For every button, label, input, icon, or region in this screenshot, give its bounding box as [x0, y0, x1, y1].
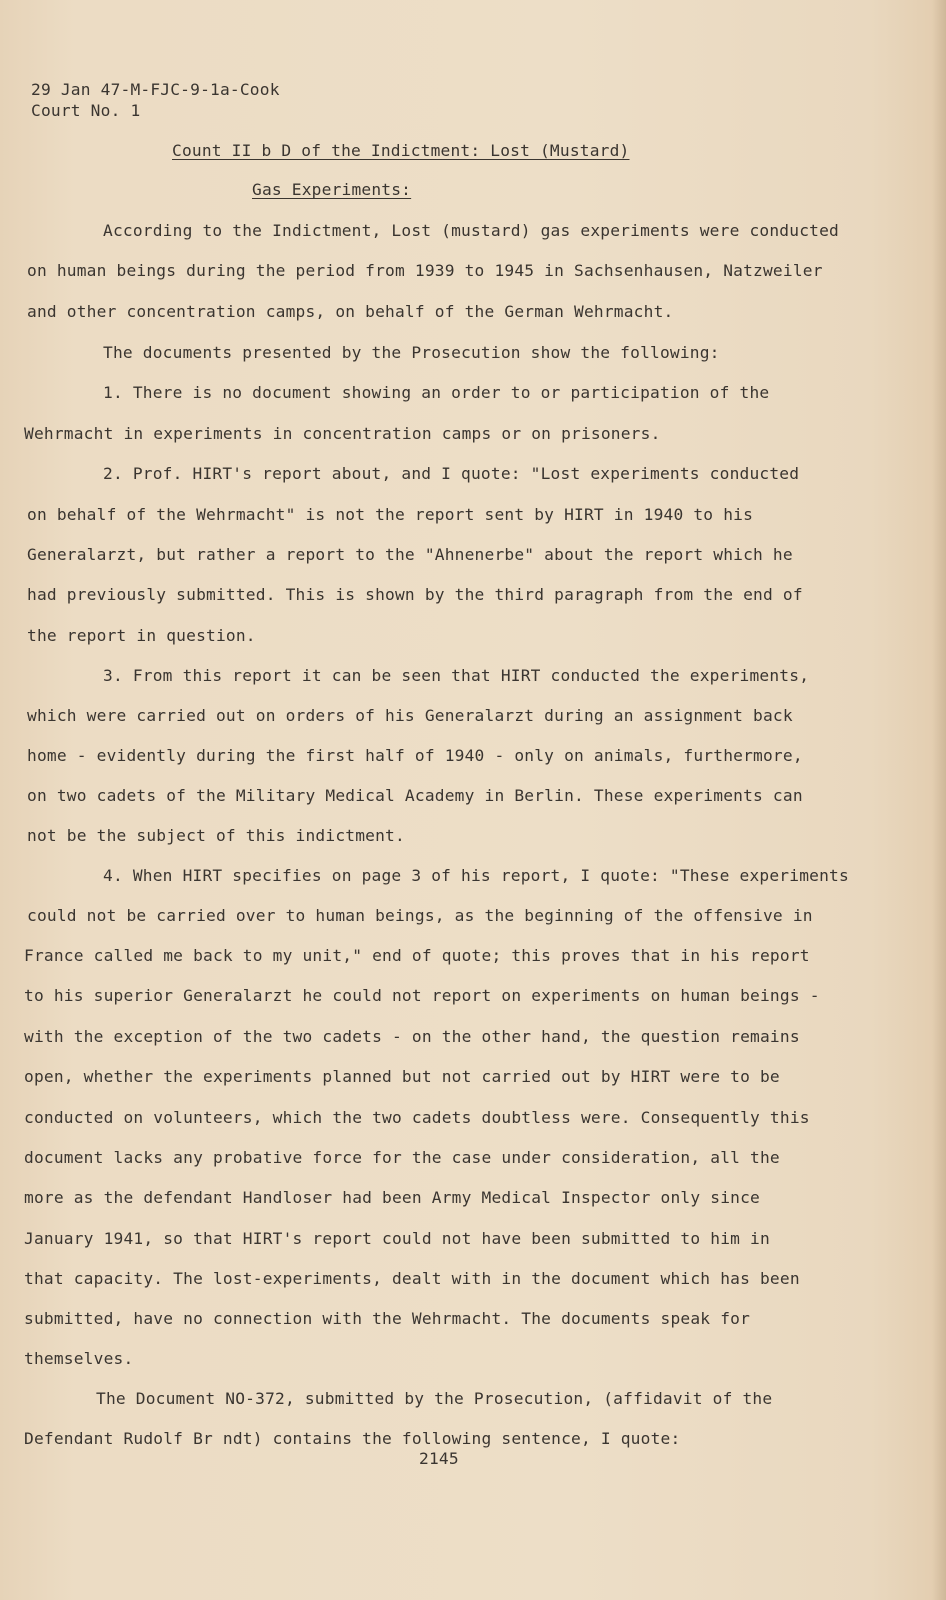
section-heading: Count II b D of the Indictment: Lost (Mustard)	[172, 141, 630, 160]
body-line: themselves.	[24, 1349, 134, 1368]
body-line: to his superior Generalarzt he could not report on experiments on human beings -	[24, 986, 820, 1005]
body-line: which were carried out on orders of his Generalarzt during an assignment back	[27, 706, 793, 725]
body-line: submitted, have no connection with the Wehrmacht. The documents speak for	[24, 1309, 751, 1328]
body-line: that capacity. The lost-experiments, dealt with in the document which has been	[24, 1269, 800, 1288]
body-line: The Document NO-372, submitted by the Prosecution, (affidavit of the	[96, 1389, 773, 1408]
body-line: on behalf of the Wehrmacht" is not the report sent by HIRT in 1940 to his	[27, 505, 754, 524]
body-line: conducted on volunteers, which the two cadets doubtless were. Consequently this	[24, 1108, 810, 1127]
body-line: document lacks any probative force for the case under consideration, all the	[24, 1148, 780, 1167]
body-line: The documents presented by the Prosecution show the following:	[103, 343, 720, 362]
section-subheading: Gas Experiments:	[252, 180, 412, 199]
body-line: could not be carried over to human beings, as the beginning of the offensive in	[27, 906, 813, 925]
header-line-1: 29 Jan 47-M-FJC-9-1a-Cook	[31, 80, 280, 99]
body-line: France called me back to my unit," end of quote; this proves that in his report	[24, 946, 810, 965]
page-number: 2145	[419, 1449, 459, 1468]
body-line: had previously submitted. This is shown by the third paragraph from the end of	[27, 585, 803, 604]
body-line: open, whether the experiments planned but not carried out by HIRT were to be	[24, 1067, 780, 1086]
body-line: Defendant Rudolf Br ndt) contains the following sentence, I quote:	[24, 1429, 681, 1448]
body-line: 3. From this report it can be seen that HIRT conducted the experiments,	[103, 666, 810, 685]
body-line: 4. When HIRT specifies on page 3 of his report, I quote: "These experiments	[103, 866, 849, 885]
body-line: with the exception of the two cadets - on the other hand, the question remains	[24, 1027, 800, 1046]
header-line-2: Court No. 1	[31, 101, 141, 120]
body-line: home - evidently during the first half of 1940 - only on animals, furthermore,	[27, 746, 803, 765]
body-line: on two cadets of the Military Medical Academy in Berlin. These experiments can	[27, 786, 803, 805]
body-line: more as the defendant Handloser had been Army Medical Inspector only since	[24, 1188, 760, 1207]
body-line: According to the Indictment, Lost (mustard) gas experiments were conducted	[103, 221, 839, 240]
body-line: not be the subject of this indictment.	[27, 826, 405, 845]
body-line: the report in question.	[27, 626, 256, 645]
body-line: Generalarzt, but rather a report to the "Ahnenerbe" about the report which he	[27, 545, 793, 564]
body-line: and other concentration camps, on behalf of the German Wehrmacht.	[27, 302, 674, 321]
body-line: 2. Prof. HIRT's report about, and I quote: "Lost experiments conducted	[103, 464, 800, 483]
body-line: 1. There is no document showing an order to or participation of the	[103, 383, 770, 402]
body-line: on human beings during the period from 1939 to 1945 in Sachsenhausen, Natzweiler	[27, 261, 823, 280]
body-line: January 1941, so that HIRT's report could not have been submitted to him in	[24, 1229, 770, 1248]
body-line: Wehrmacht in experiments in concentration camps or on prisoners.	[24, 424, 661, 443]
